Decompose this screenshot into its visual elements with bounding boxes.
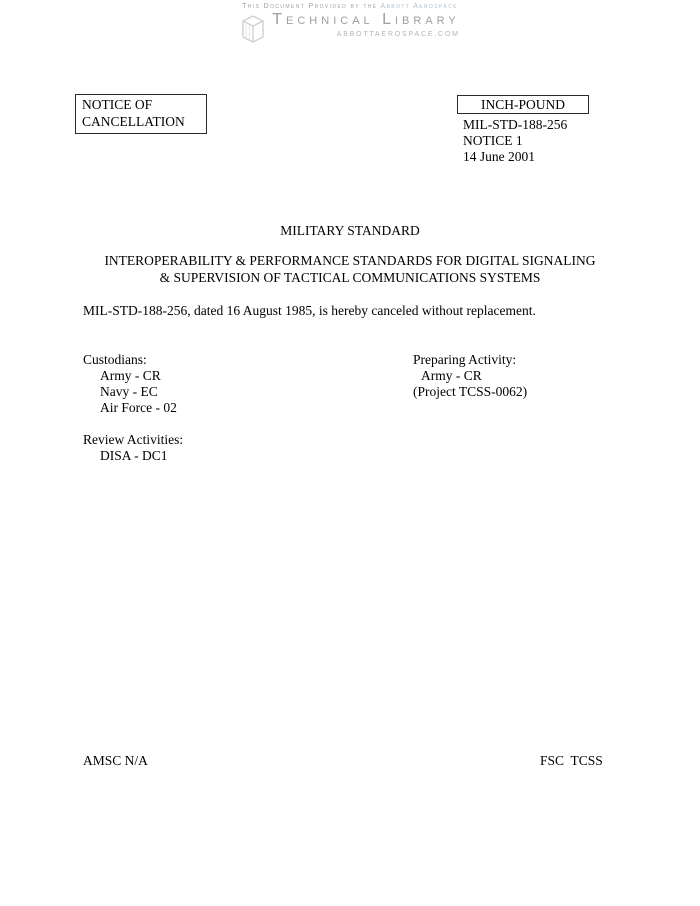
standard-number: MIL-STD-188-256 — [463, 117, 568, 132]
review-activities-block — [83, 432, 183, 464]
notice-of-cancellation-box — [75, 94, 207, 134]
review-activity-item: DISA - DC1 — [100, 448, 168, 463]
custodians-label: Custodians: — [83, 352, 147, 367]
document-id-block — [463, 117, 567, 165]
custodians-block — [83, 352, 177, 416]
custodian-item: Air Force - 02 — [100, 400, 177, 415]
document-date: 14 June 2001 — [463, 149, 535, 164]
inch-pound-label: INCH-POUND — [481, 97, 565, 112]
subtitle-line2: & SUPERVISION OF TACTICAL COMMUNICATIONS SYSTEMS — [159, 269, 541, 285]
watermark-library-title: Technical Library — [272, 11, 460, 28]
fsc-code: FSC TCSS — [540, 753, 603, 768]
military-standard-heading: MILITARY STANDARD — [280, 223, 420, 238]
amsc-number: AMSC N/A — [83, 753, 148, 768]
notice-number: NOTICE 1 — [463, 133, 523, 148]
watermark-text-column — [272, 11, 460, 38]
preparing-activity-project: (Project TCSS-0062) — [413, 384, 528, 399]
standard-subtitle — [0, 253, 700, 286]
notice-box-line2: CANCELLATION — [82, 113, 185, 129]
watermark-topline — [242, 3, 458, 10]
abbott-cube-logo-icon — [240, 13, 266, 48]
watermark-provided-text: This Document Provided by the — [242, 3, 381, 10]
watermark-header — [0, 3, 700, 48]
cancellation-statement: MIL-STD-188-256, dated 16 August 1985, is hereby canceled without replacement. — [83, 303, 536, 318]
custodian-item: Army - CR — [100, 368, 161, 383]
preparing-activity-item: Army - CR — [421, 368, 482, 383]
review-activities-label: Review Activities: — [83, 432, 184, 447]
subtitle-line1: INTEROPERABILITY & PERFORMANCE STANDARDS FOR DIGITAL SIGNALING — [104, 253, 596, 268]
preparing-activity-block — [413, 352, 527, 400]
watermark-row — [240, 11, 460, 48]
watermark-brand-text: Abbott Aerospace — [380, 3, 458, 10]
custodian-item: Navy - EC — [100, 384, 158, 399]
inch-pound-box — [457, 95, 589, 114]
preparing-activity-label: Preparing Activity: — [413, 352, 517, 367]
watermark-website: ABBOTTAEROSPACE.COM — [336, 31, 460, 38]
notice-box-line1: NOTICE OF — [82, 97, 153, 112]
